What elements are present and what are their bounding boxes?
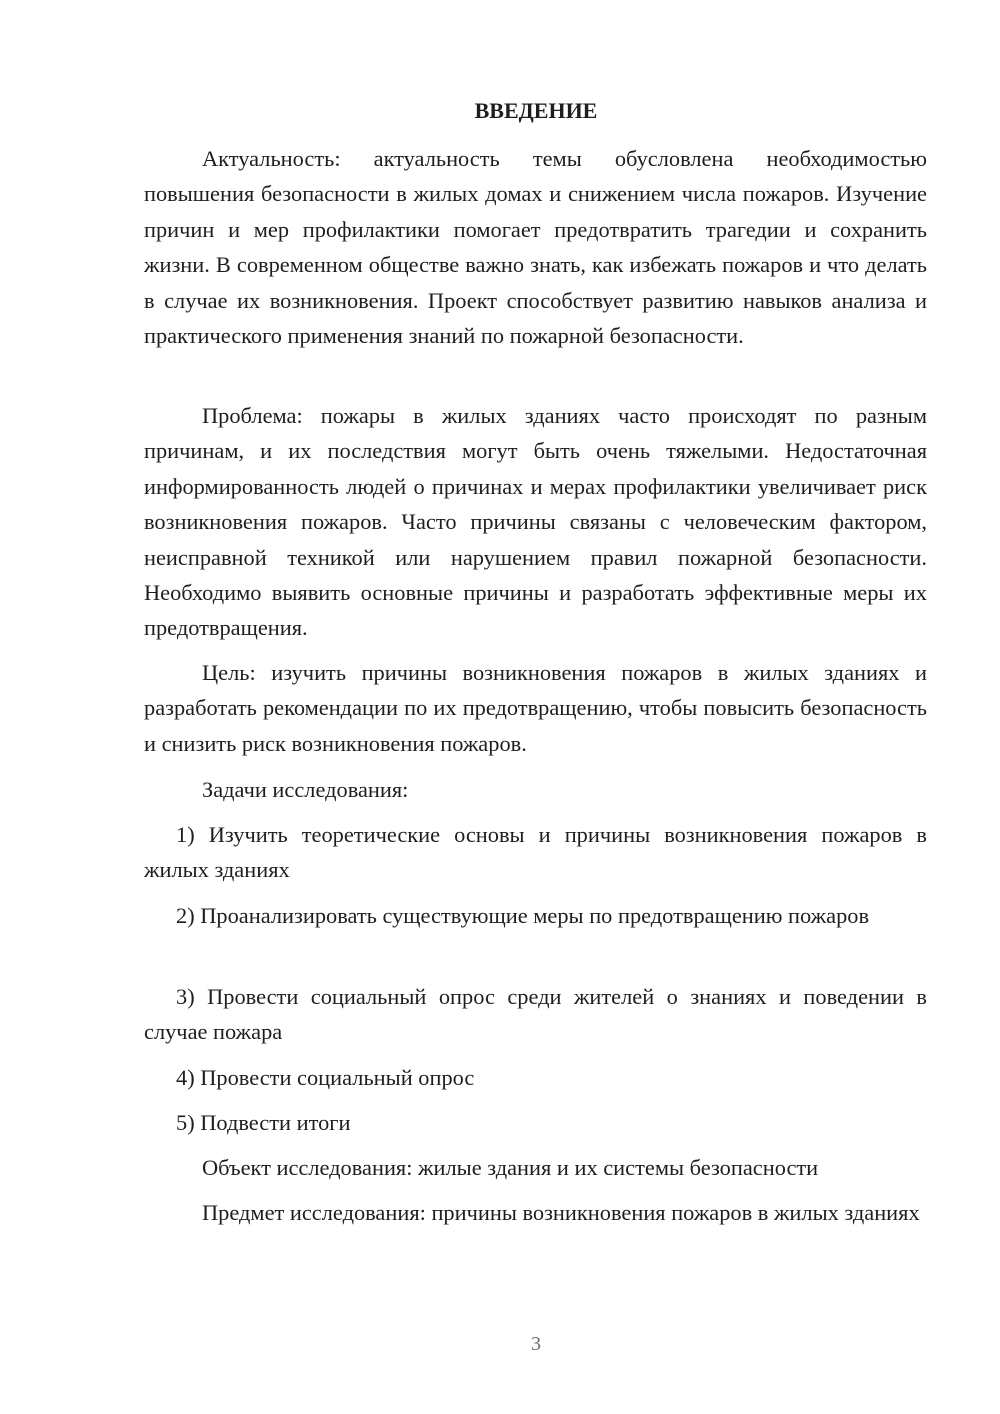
task-item-5: 5) Подвести итоги [176, 1110, 351, 1135]
task-item-4: 4) Провести социальный опрос [176, 1065, 475, 1090]
research-object-paragraph: Объект исследования: жилые здания и их системы безопасности [202, 1155, 819, 1180]
research-subject-paragraph: Предмет исследования: причины возникновения пожаров в жилых зданиях [202, 1200, 920, 1225]
task-item-2: 2) Проанализировать существующие меры по предотвращению пожаров [176, 903, 870, 928]
task-item-1: 1) Изучить теоретические основы и причины возникновения пожаров в жилых зданиях [144, 822, 927, 883]
problem-paragraph: Проблема: пожары в жилых зданиях часто происходят по разным причинам, и их последствия могут быть очень тяжелыми. Недостаточная информированность людей о причинах и мерах профилактики увеличивает риск возникновения пожаров. Часто причины связаны с человеческим фактором, неисправной техникой или нарушением правил пожарной безопасности. Необходимо выявить основные причины и разработать эффективные меры их предотвращения. [144, 403, 927, 641]
relevance-paragraph: Актуальность: актуальность темы обусловлена необходимостью повышения безопасности в жилых домах и снижением числа пожаров. Изучение причин и мер профилактики помогает предотвратить трагедии и сохранить жизни. В современном обществе важно знать, как избежать пожаров и что делать в случае их возникновения. Проект способствует развитию навыков анализа и практического применения знаний по пожарной безопасности. [144, 146, 927, 349]
page-number: 3 [531, 1333, 541, 1355]
goal-paragraph: Цель: изучить причины возникновения пожаров в жилых зданиях и разработать рекомендации по их предотвращению, чтобы повысить безопасность и снизить риск возникновения пожаров. [144, 660, 927, 756]
section-heading: ВВЕДЕНИЕ [474, 98, 598, 123]
tasks-title: Задачи исследования: [202, 777, 409, 802]
task-item-3: 3) Провести социальный опрос среди жителей о знаниях и поведении в случае пожара [144, 984, 927, 1045]
